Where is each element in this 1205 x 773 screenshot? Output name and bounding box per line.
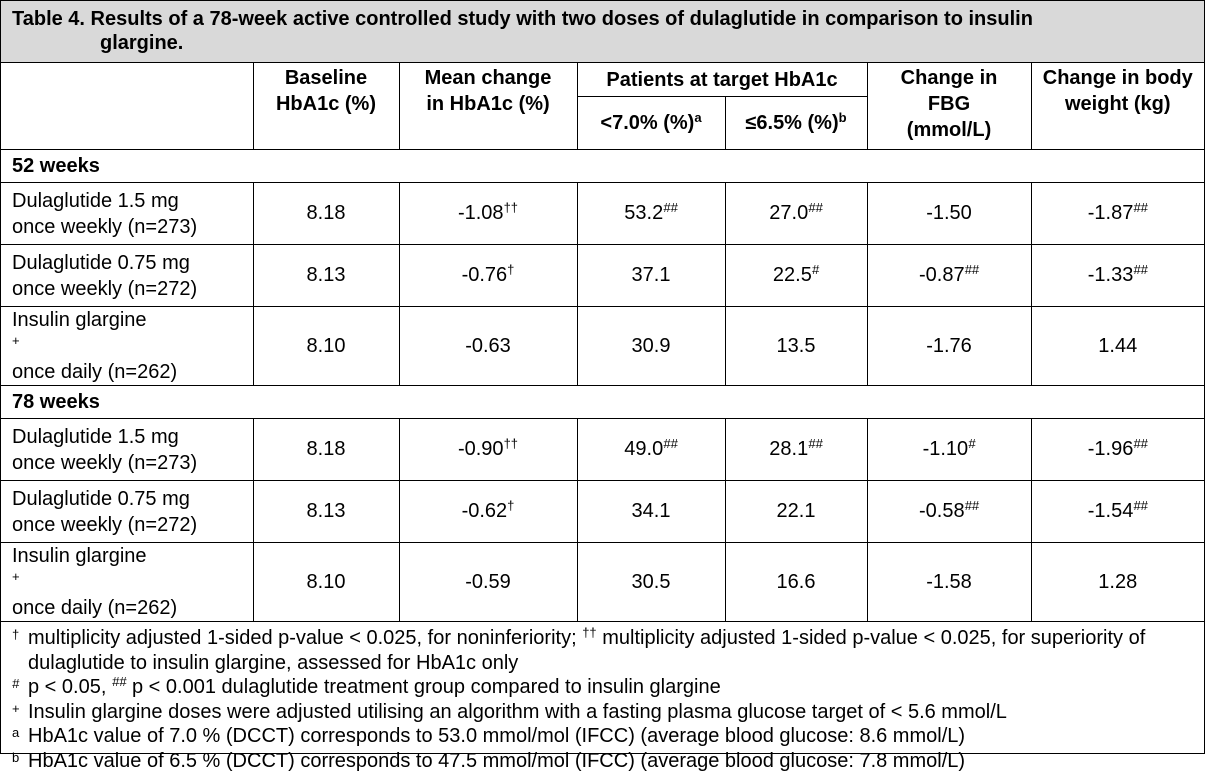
header-le65: ≤6.5% (%)$^b$ [725,97,867,150]
row-label: Insulin glargine + once daily (n=262) [1,543,253,622]
cell-le65: 16.6 [725,543,867,622]
header-blank [1,63,253,150]
cell-weight: -1.87## [1031,183,1204,245]
table-row [1,245,1204,307]
table-row [1,543,1204,622]
cell-baseline: 8.10 [253,307,399,386]
results-table [1,63,1204,622]
cell-baseline: 8.13 [253,245,399,307]
cell-lt7: 37.1 [577,245,725,307]
cell-weight: 1.28 [1031,543,1204,622]
footnotes [1,622,1204,773]
cell-mean-change: -0.62† [399,481,577,543]
cell-lt7: 30.5 [577,543,725,622]
cell-mean-change: -0.90†† [399,419,577,481]
footnote: a HbA1c value of 7.0 % (DCCT) corresponds to 53.0 mmol/mol (IFCC) (average blood glucose: 8.6 mmol/L) [12,724,1194,749]
footnote: # p < 0.05, ## p < 0.001 dulaglutide treatment group compared to insulin glargine [12,675,1194,700]
table-row [1,419,1204,481]
row-label: Insulin glargine + once daily (n=262) [1,307,253,386]
header-patients-target: Patients at target HbA1c [577,63,867,97]
cell-fbg: -1.76 [867,307,1031,386]
cell-baseline: 8.18 [253,419,399,481]
cell-fbg: -0.58## [867,481,1031,543]
cell-baseline: 8.18 [253,183,399,245]
row-label: Dulaglutide 1.5 mg once weekly (n=273) [1,419,253,481]
header-baseline: Baseline HbA1c (%) [253,63,399,150]
cell-fbg: -1.58 [867,543,1031,622]
cell-lt7: 49.0## [577,419,725,481]
cell-le65: 27.0## [725,183,867,245]
cell-mean-change: -0.59 [399,543,577,622]
table-title [1,1,1204,63]
cell-baseline: 8.10 [253,543,399,622]
header-lt7: <7.0% (%)$^a$ [577,97,725,150]
cell-le65: 28.1## [725,419,867,481]
cell-weight: -1.33## [1031,245,1204,307]
cell-le65: 22.1 [725,481,867,543]
table-title-line2: glargine. [12,31,1194,55]
cell-baseline: 8.13 [253,481,399,543]
footnote: b HbA1c value of 6.5 % (DCCT) corresponds to 47.5 mmol/mol (IFCC) (average blood glucose: 7.8 mmol/L) [12,749,1194,773]
header-fbg: Change in FBG (mmol/L) [867,63,1031,150]
table-row [1,307,1204,386]
footnote: + Insulin glargine doses were adjusted utilising an algorithm with a fasting plasma glucose target of < 5.6 mmol/L [12,700,1194,725]
cell-fbg: -0.87## [867,245,1031,307]
cell-fbg: -1.50 [867,183,1031,245]
row-label: Dulaglutide 0.75 mg once weekly (n=272) [1,481,253,543]
cell-mean-change: -0.63 [399,307,577,386]
cell-lt7: 30.9 [577,307,725,386]
cell-le65: 22.5# [725,245,867,307]
table-title-line1: Table 4. Results of a 78-week active controlled study with two doses of dulaglutide in comparison to insulin [12,8,1033,30]
table-row [1,481,1204,543]
cell-lt7: 53.2## [577,183,725,245]
section-label-52-weeks: 52 weeks [1,150,1204,183]
cell-weight: -1.54## [1031,481,1204,543]
cell-le65: 13.5 [725,307,867,386]
header-body-weight: Change in body weight (kg) [1031,63,1204,150]
row-label: Dulaglutide 0.75 mg once weekly (n=272) [1,245,253,307]
footnote: † multiplicity adjusted 1-sided p-value < 0.025, for noninferiority; †† multiplicity adjusted 1-sided p-value < 0.025, for superiority of dulaglutide to insulin glargine, assessed for HbA1c only [12,626,1194,675]
section-label-78-weeks: 78 weeks [1,386,1204,419]
row-label: Dulaglutide 1.5 mg once weekly (n=273) [1,183,253,245]
cell-lt7: 34.1 [577,481,725,543]
cell-mean-change: -0.76† [399,245,577,307]
cell-mean-change: -1.08†† [399,183,577,245]
cell-fbg: -1.10# [867,419,1031,481]
table-row [1,183,1204,245]
header-mean-change: Mean change in HbA1c (%) [399,63,577,150]
cell-weight: 1.44 [1031,307,1204,386]
cell-weight: -1.96## [1031,419,1204,481]
